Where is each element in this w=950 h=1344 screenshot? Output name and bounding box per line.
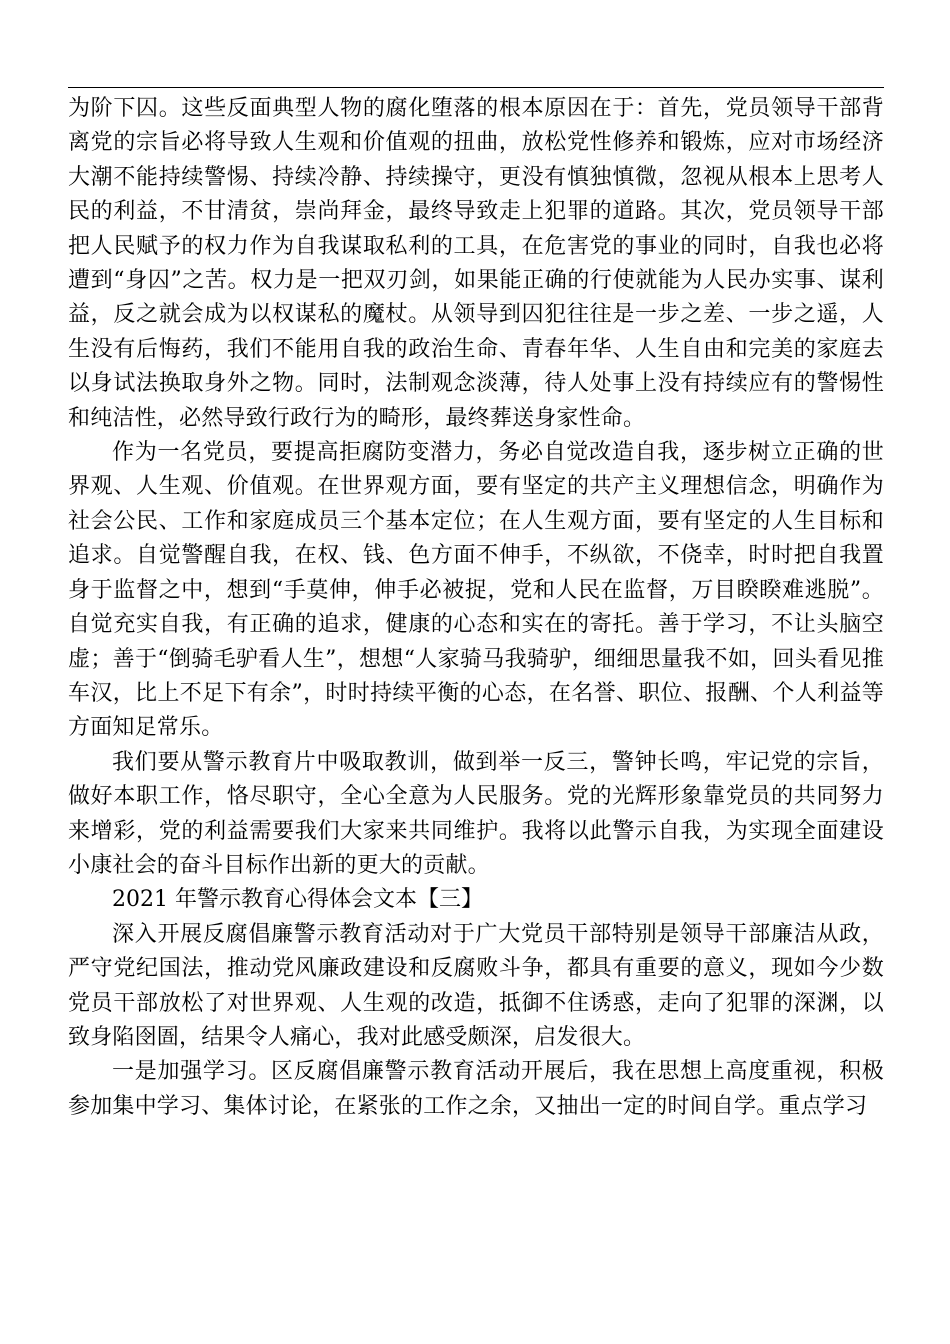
paragraph-lessons-learned: 我们要从警示教育片中吸取教训，做到举一反三，警钟长鸣，牢记党的宗旨，做好本职工作，恪尽职守，全心全意为人民服务。党的光辉形象靠党员的共同努力来增彩，党的利益需要我们大家来共同维护。我将以此警示自我，为实现全面建设小康社会的奋斗目标作出新的更大的贡献。 bbox=[68, 749, 884, 878]
paragraph-continued: 为阶下囚。这些反面典型人物的腐化堕落的根本原因在于：首先，党员领导干部背离党的宗旨必将导致人生观和价值观的扭曲，放松党性修养和锻炼，应对市场经济大潮不能持续警惕、持续冷静、持续操守，更没有慎独慎微，忽视从根本上思考人民的利益，不甘清贫，崇尚拜金，最终导致走上犯罪的道路。其次，党员领导干部把人民赋予的权力作为自我谋取私利的工具，在危害党的事业的同时，自我也必将遭到“身囚”之苦。权力是一把双刃剑，如果能正确的行使就能为人民办实事、谋利益，反之就会成为以权谋私的魔杖。从领导到囚犯往往是一步之差、一步之遥，人生没有后悔药，我们不能用自我的政治生命、青春年华、人生自由和完美的家庭去以身试法换取身外之物。同时，法制观念淡薄，待人处事上没有持续应有的警惕性和纯洁性，必然导致行政行为的畸形，最终葬送身家性命。 bbox=[68, 96, 884, 431]
paragraph-party-member-reform: 作为一名党员，要提高拒腐防变潜力，务必自觉改造自我，逐步树立正确的世界观、人生观、价值观。在世界观方面，要有坚定的共产主义理想信念，明确作为社会公民、工作和家庭成员三个基本定位；在人生观方面，要有坚定的人生目标和追求。自觉警醒自我，在权、钱、色方面不伸手，不纵欲，不侥幸，时时把自我置身于监督之中，想到“手莫伸，伸手必被捉，党和人民在监督，万目睽睽难逃脱”。自觉充实自我，有正确的追求，健康的心态和实在的寄托。善于学习，不让头脑空虚；善于“倒骑毛驴看人生”，想想“人家骑马我骑驴，细细思量我不如，回头看见推车汉，比上不足下有余”，时时持续平衡的心态，在名誉、职位、报酬、个人利益等方面知足常乐。 bbox=[68, 440, 885, 741]
paragraph-warning-education: 深入开展反腐倡廉警示教育活动对于广大党员干部特别是领导干部廉洁从政，严守党纪国法，推动党风廉政建设和反腐败斗争，都具有重要的意义，现如今少数党员干部放松了对世界观、人生观的改造，抵御不住诱惑，走向了犯罪的深渊，以致身陷囹圄，结果令人痛心，我对此感受颇深，启发很大。 bbox=[68, 921, 884, 1050]
section-heading: 2021 年警示教育心得体会文本【三】 bbox=[112, 887, 483, 913]
paragraph-strengthen-study: 一是加强学习。区反腐倡廉警示教育活动开展后，我在思想上高度重视，积极参加集中学习、集体讨论，在紧张的工作之余，又抽出一定的时间自学。重点学习 bbox=[68, 1059, 884, 1119]
document-body bbox=[68, 92, 884, 1124]
document-page bbox=[68, 0, 884, 1344]
header-rule bbox=[68, 87, 884, 88]
